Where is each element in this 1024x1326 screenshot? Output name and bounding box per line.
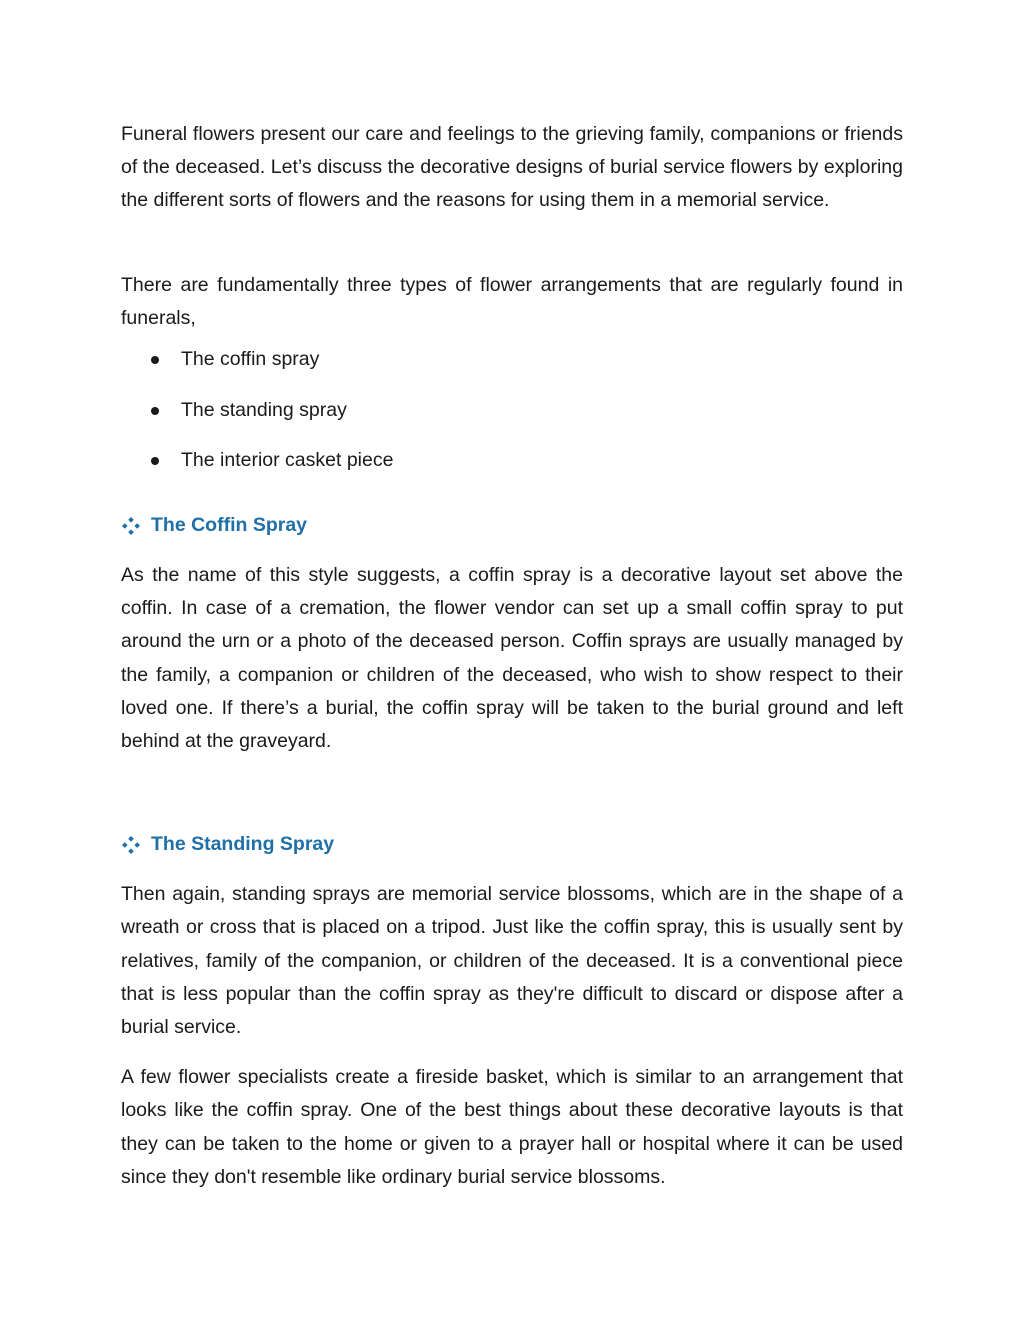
coffin-spray-paragraph: As the name of this style suggests, a coffin spray is a decorative layout set above the coffin. In case of a cremation, the flower vendor can set up a small coffin spray to put around the urn or a photo of the deceased person. Coffin sprays are usually managed by the family, a companion or children of the deceased, who wish to show respect to their loved one. If there’s a burial, the coffin spray will be taken to the burial ground and left behind at the graveyard.: [121, 564, 903, 753]
standing-spray-paragraph: Then again, standing sprays are memorial service blossoms, which are in the shape of a wreath or cross that is placed on a tripod. Just like the coffin spray, this is usually sent by relatives, family of the companion, or children of the deceased. It is a conventional piece that is less popular than the coffin spray as they're difficult to discard or dispose after a burial service.: [121, 883, 903, 1039]
section-heading-standing-spray: [121, 828, 903, 861]
bullet-dot-icon: [151, 407, 159, 415]
list-item-label: The coffin spray: [181, 348, 320, 371]
list-item-label: The standing spray: [181, 398, 347, 421]
four-diamond-icon: [121, 516, 141, 536]
list-item: [121, 394, 903, 427]
types-intro-paragraph: There are fundamentally three types of flower arrangements that are regularly found in funerals,: [121, 273, 903, 329]
section-heading-coffin-spray: [121, 509, 903, 542]
section-heading-label: The Coffin Spray: [151, 514, 308, 537]
types-list: [121, 343, 903, 477]
four-diamond-icon: [121, 835, 141, 855]
document-page: [121, 118, 903, 1194]
intro-paragraph: Funeral flowers present our care and feelings to the grieving family, companions or friends of the deceased. Let’s discuss the decorative designs of burial service flowers by exploring the different sorts of flowers and the reasons for using them in a memorial service.: [121, 123, 903, 212]
list-item-label: The interior casket piece: [181, 449, 394, 472]
list-item: [121, 444, 903, 477]
bullet-dot-icon: [151, 356, 159, 364]
bullet-dot-icon: [151, 457, 159, 465]
list-item: [121, 343, 903, 376]
fireside-basket-paragraph: A few flower specialists create a fireside basket, which is similar to an arrangement that looks like the coffin spray. One of the best things about these decorative layouts is that they can be taken to the home or given to a prayer hall or hospital where it can be used since they don't resemble like ordinary burial service blossoms.: [121, 1066, 903, 1188]
section-heading-label: The Standing Spray: [151, 833, 335, 856]
